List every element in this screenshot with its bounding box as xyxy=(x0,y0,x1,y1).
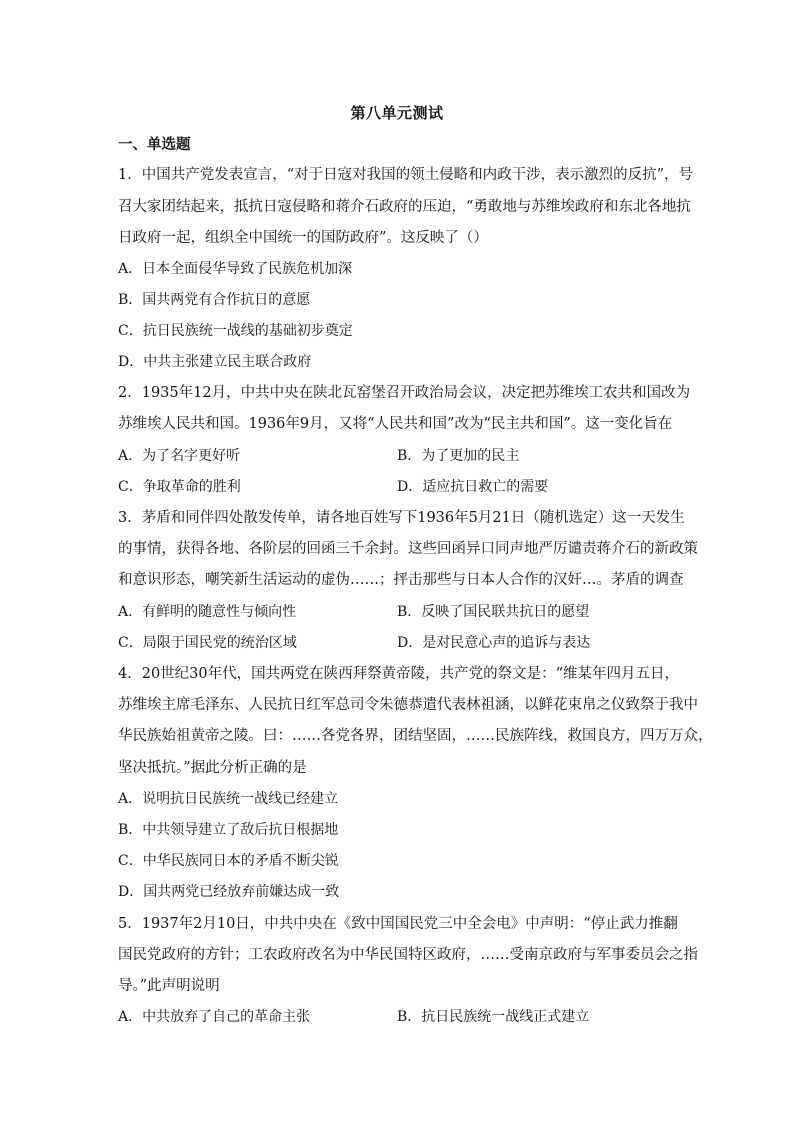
question-4-line-1: 4．20世纪30年代，国共两党在陕西拜祭黄帝陵，共产党的祭文是：“维某年四月五日， xyxy=(118,666,680,682)
question-3-line-1: 3．茅盾和同伴四处散发传单，请各地百姓写下1936年5月21日（随机选定）这一天发生 xyxy=(118,510,685,526)
question-2-option-c: C．争取革命的胜利 xyxy=(118,479,241,495)
question-4-line-4: 坚决抵抗。”据此分析正确的是 xyxy=(118,760,307,776)
question-5-line-3: 导。”此声明说明 xyxy=(118,978,220,994)
question-1-line-2: 召大家团结起来，抵抗日寇侵略和蒋介石政府的压迫，“勇敢地与苏维埃政府和东北各地抗 xyxy=(118,199,691,215)
question-4-option-d: D．国共两党已经放弃前嫌达成一致 xyxy=(118,884,340,900)
section-heading: 一、单选题 xyxy=(118,136,191,153)
question-1-option-d: D．中共主张建立民主联合政府 xyxy=(118,354,312,370)
question-1-line-3: 日政府一起，组织全中国统一的国防政府”。这反映了（） xyxy=(118,230,488,246)
question-2-option-d: D．适应抗日救亡的需要 xyxy=(397,479,549,495)
question-5-option-b: B．抗日民族统一战线正式建立 xyxy=(397,1009,590,1025)
question-2-option-a: A．为了名字更好听 xyxy=(118,448,241,464)
question-2-option-b: B．为了更加的民主 xyxy=(397,448,520,464)
question-1-option-b: B．国共两党有合作抗日的意愿 xyxy=(118,292,311,308)
question-5-line-2: 国民党政府的方针；工农政府改名为中华民国特区政府，……受南京政府与军事委员会之指 xyxy=(118,947,698,963)
question-3-option-b: B．反映了国民联共抗日的愿望 xyxy=(397,604,590,620)
question-3-option-c: C．局限于国民党的统治区域 xyxy=(118,635,297,651)
question-2-line-2: 苏维埃人民共和国。1936年9月，又将“人民共和国”改为“民主共和国”。这一变化旨在 xyxy=(118,416,673,432)
question-3-line-3: 和意识形态，嘲笑新生活运动的虚伪……；抨击那些与日本人合作的汉奸…。茅盾的调查 xyxy=(118,572,684,588)
question-1-option-a: A．日本全面侵华导致了民族危机加深 xyxy=(118,261,353,277)
question-4-line-2: 苏维埃主席毛泽东、人民抗日红军总司令朱德恭遣代表林祖涵，以鲜花束帛之仪致祭于我中 xyxy=(118,697,698,713)
question-4-option-b: B．中共领导建立了敌后抗日根据地 xyxy=(118,822,339,838)
question-4-option-a: A．说明抗日民族统一战线已经建立 xyxy=(118,791,339,807)
question-5-option-a: A．中共放弃了自己的革命主张 xyxy=(118,1009,311,1025)
question-4-line-3: 华民族始祖黄帝之陵。曰：……各党各界，团结坚固，……民族阵线，救国良方，四万万众， xyxy=(118,728,713,744)
page-title: 第八单元测试 xyxy=(350,104,444,122)
question-2-line-1: 2．1935年12月，中共中央在陕北瓦窑堡召开政治局会议，决定把苏维埃工农共和国改为 xyxy=(118,385,691,401)
question-4-option-c: C．中华民族同日本的矛盾不断尖锐 xyxy=(118,853,339,869)
question-3-line-2: 的事情，获得各地、各阶层的回函三千余封。这些回函异口同声地严厉谴责蒋介石的新政策 xyxy=(118,541,698,557)
question-1-line-1: 1．中国共产党发表宣言，“对于日寇对我国的领土侵略和内政干涉，表示激烈的反抗”，号 xyxy=(118,167,694,183)
question-3-option-d: D．是对民意心声的追诉与表达 xyxy=(397,635,591,651)
question-1-option-c: C．抗日民族统一战线的基础初步奠定 xyxy=(118,323,353,339)
question-3-option-a: A．有鲜明的随意性与倾向性 xyxy=(118,604,297,620)
question-5-line-1: 5．1937年2月10日，中共中央在《致中国国民党三中全会电》中声明：“停止武力推翻 xyxy=(118,916,678,932)
